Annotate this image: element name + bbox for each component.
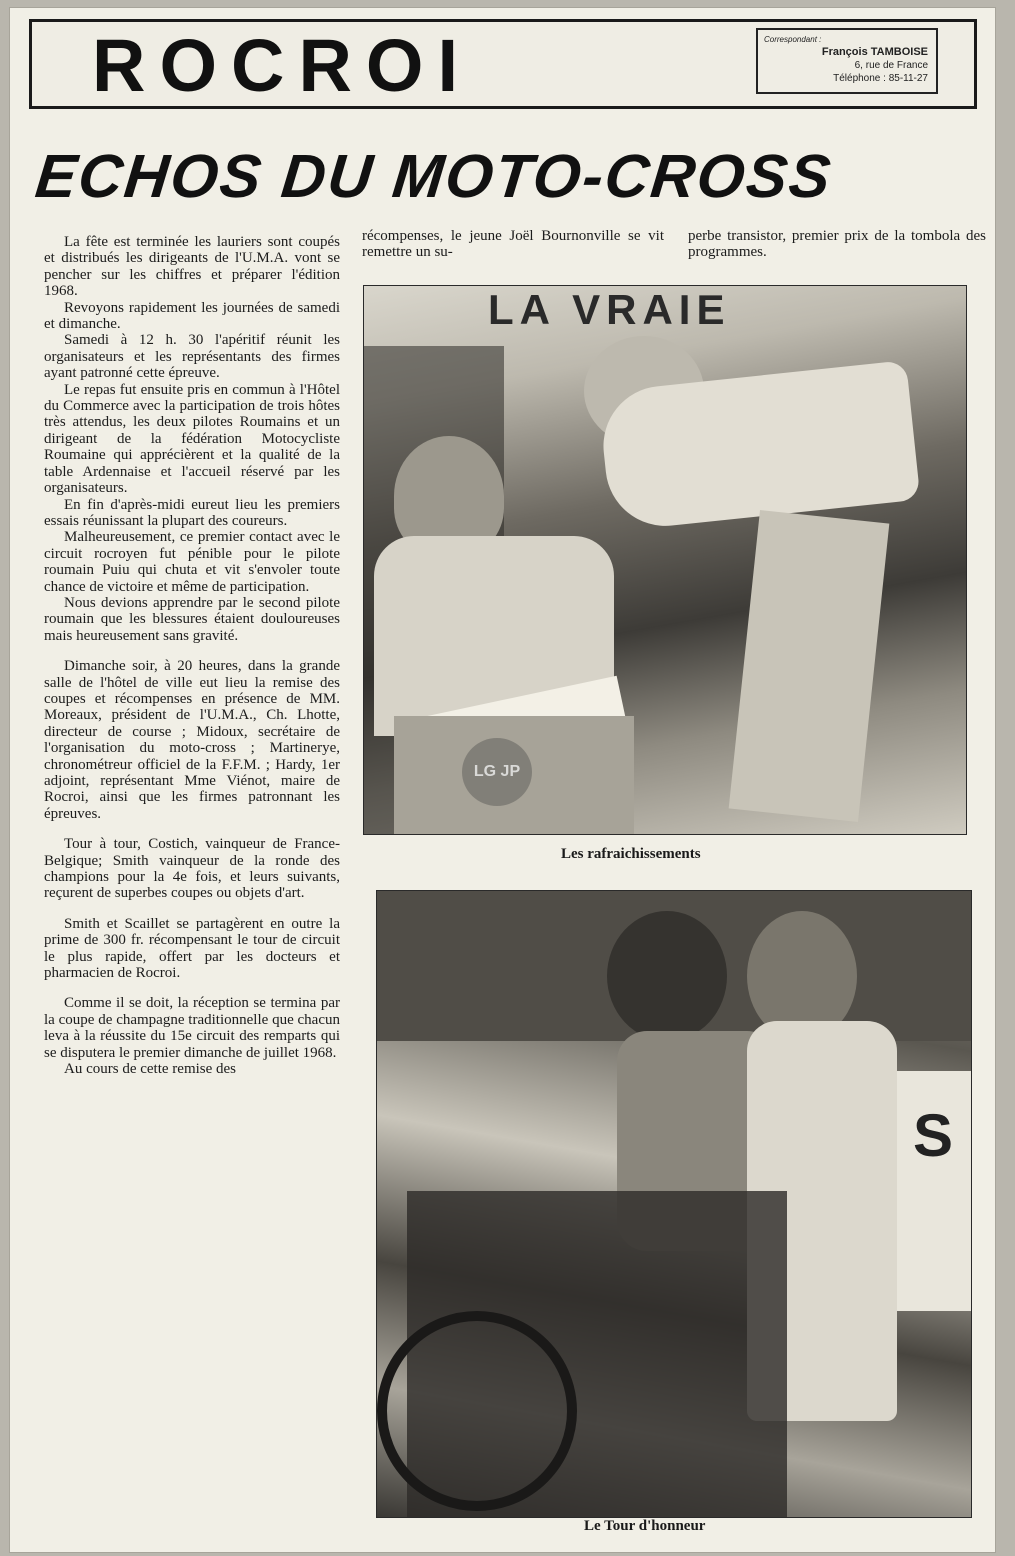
paragraph: perbe transistor, premier prix de la tombola des programmes. bbox=[688, 228, 986, 261]
article-column-2 bbox=[362, 228, 664, 261]
photo-wheel bbox=[377, 1311, 577, 1511]
paragraph: Au cours de cette remise des bbox=[64, 1061, 237, 1078]
correspondent-address: 6, rue de France bbox=[854, 60, 928, 71]
paragraph: Samedi à 12 h. 30 l'apéritif réunit les organisateurs et les représentants des firmes ayant patronné cette épreuve. bbox=[44, 332, 340, 382]
article-column-3 bbox=[688, 228, 986, 261]
paragraph: récompenses, le jeune Joël Bournonville se vit remettre un su- bbox=[362, 228, 664, 261]
photo-sign-text: LA VRAIE bbox=[488, 286, 731, 333]
paragraph: Comme il se doit, la réception se termina par la coupe de champagne traditionnelle que chacun leva à la réussite du 15e circuit des remparts qui se disputera le premier dimanche de juillet 1968. bbox=[44, 995, 340, 1061]
paragraph: Malheureusement, ce premier contact avec le circuit rocroyen fut pénible pour le pilote roumain Puiu qui chuta et vit s'envoler toute chance de victoire et même de participation. bbox=[44, 529, 340, 595]
watermark-logo: LG JP bbox=[462, 738, 532, 806]
article-column-1 bbox=[44, 234, 340, 1078]
correspondent-name: François TAMBOISE bbox=[821, 46, 928, 58]
masthead bbox=[29, 19, 977, 109]
paragraph: En fin d'après-midi eureut lieu les premiers essais réunissant la plupart des coureurs. bbox=[44, 496, 340, 529]
article-headline: ECHOS DU MOTO-CROSS bbox=[32, 142, 836, 210]
correspondent-box bbox=[756, 28, 938, 94]
photo-banner-letter: S bbox=[913, 1102, 954, 1169]
photo-refreshments bbox=[363, 285, 967, 835]
photo-caption: Les rafraichissements bbox=[561, 846, 701, 862]
paragraph: Dimanche soir, à 20 heures, dans la grande salle de l'hôtel de ville eut lieu la remise des coupes et récompenses en présence de MM. Moreaux, président de l'U.M.A., Ch. Lhotte, directeur de course ; Midoux, secrétaire de l'organisation du moto-cross ; Martinerye, chronométreur officiel de la F.F.M. ; Hardy, 1er adjoint, représentant Mme Viénot, maire de Rocroi, ainsi que les firmes patronnant les épreuves. bbox=[44, 658, 340, 822]
town-title: ROCROI bbox=[92, 24, 472, 107]
paragraph: Le repas fut ensuite pris en commun à l'Hôtel du Commerce avec la participation de trois hôtes très attendus, les deux pilotes Roumains et un dirigeant de la fédération Motocycliste Roumaine qui apprécièrent et la qualité de la table Ardennaise et l'accueil réservé par les organisateurs. bbox=[44, 381, 340, 497]
photo-rider-helmet bbox=[607, 911, 727, 1041]
paragraph: Tour à tour, Costich, vainqueur de France-Belgique; Smith vainqueur de la ronde des champions pour la 4e fois, et leurs suivants, reçurent de superbes coupes ou objets d'art. bbox=[44, 836, 340, 902]
correspondent-phone: Téléphone : 85-11-27 bbox=[833, 73, 928, 84]
paragraph: La fête est terminée les lauriers sont coupés et distribués les dirigeants de l'U.M.A. vont se pencher sur les chiffres et préparer l'édition 1968. bbox=[44, 234, 340, 300]
photo-caption: Le Tour d'honneur bbox=[584, 1518, 706, 1534]
paragraph: Nous devions apprendre par le second pilote roumain que les blessures étaient douloureuses mais heureusement sans gravité. bbox=[44, 594, 340, 644]
photo-figure-legs bbox=[729, 510, 890, 822]
correspondent-label: Correspondant : bbox=[764, 35, 822, 44]
paragraph: Revoyons rapidement les journées de samedi et dimanche. bbox=[44, 299, 340, 333]
paragraph: Smith et Scaillet se partagèrent en outre la prime de 300 fr. récompensant le tour de circuit le plus rapide, offert par les docteurs et pharmacien de Rocroi. bbox=[44, 915, 340, 982]
photo-lap-of-honour bbox=[376, 890, 972, 1518]
